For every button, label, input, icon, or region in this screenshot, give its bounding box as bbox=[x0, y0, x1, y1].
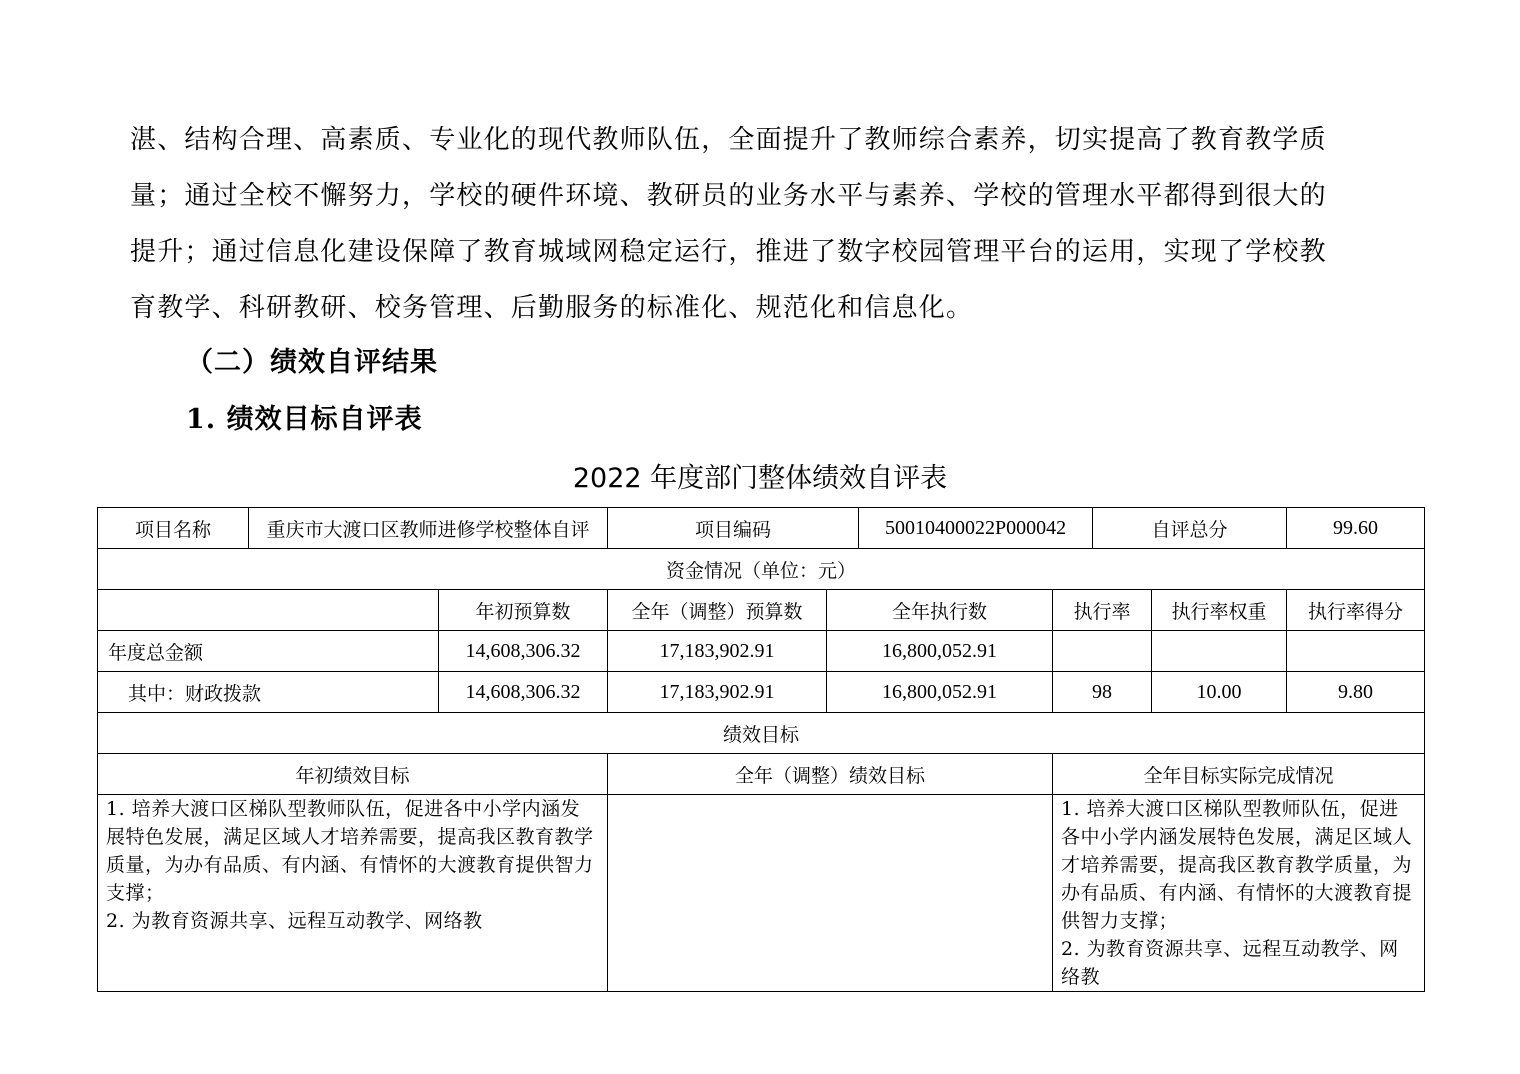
table-row bbox=[98, 713, 1425, 754]
initial-budget: 14,608,306.32 bbox=[439, 672, 608, 713]
table-title: 2022 年度部门整体绩效自评表 bbox=[572, 463, 948, 494]
row-label: 其中：财政拨款 bbox=[98, 672, 439, 713]
column-header: 执行率得分 bbox=[1287, 590, 1425, 631]
paragraph-line: 育教学、科研教研、校务管理、后勤服务的标准化、规范化和信息化。 bbox=[130, 293, 974, 323]
adjusted-goals-text bbox=[608, 795, 1053, 992]
column-header: 全年目标实际完成情况 bbox=[1053, 754, 1425, 795]
executed-amount: 16,800,052.91 bbox=[827, 631, 1053, 672]
adjusted-budget: 17,183,902.91 bbox=[608, 672, 827, 713]
table-row bbox=[98, 590, 1425, 631]
project-name-label: 项目名称 bbox=[98, 508, 249, 549]
paragraph-line: 提升；通过信息化建设保障了教育城域网稳定运行，推进了数字校园管理平台的运用，实现了学校教 bbox=[130, 237, 1327, 267]
adjusted-budget: 17,183,902.91 bbox=[608, 631, 827, 672]
score-value: 99.60 bbox=[1287, 508, 1425, 549]
rate-score: 9.80 bbox=[1287, 672, 1425, 713]
project-name: 重庆市大渡口区教师进修学校整体自评 bbox=[249, 508, 608, 549]
table-row bbox=[98, 549, 1425, 590]
initial-budget: 14,608,306.32 bbox=[439, 631, 608, 672]
project-code: 50010400022P000042 bbox=[859, 508, 1093, 549]
column-header: 执行率 bbox=[1053, 590, 1152, 631]
rate-weight: 10.00 bbox=[1152, 672, 1287, 713]
table-row bbox=[98, 508, 1425, 549]
column-header: 执行率权重 bbox=[1152, 590, 1287, 631]
body-paragraph bbox=[130, 112, 1392, 336]
funds-header: 资金情况（单位：元） bbox=[98, 549, 1425, 590]
row-label: 年度总金额 bbox=[98, 631, 439, 672]
section-heading: （二）绩效自评结果 bbox=[186, 347, 438, 378]
table-row bbox=[98, 754, 1425, 795]
table-row bbox=[98, 631, 1425, 672]
column-header: 年初绩效目标 bbox=[98, 754, 608, 795]
column-header: 全年（调整）预算数 bbox=[608, 590, 827, 631]
column-header: 年初预算数 bbox=[439, 590, 608, 631]
rate-score bbox=[1287, 631, 1425, 672]
project-code-label: 项目编码 bbox=[608, 508, 859, 549]
score-label: 自评总分 bbox=[1093, 508, 1287, 549]
initial-goals-text: 1. 培养大渡口区梯队型教师队伍，促进各中小学内涵发展特色发展，满足区域人才培养需要，提高我区教育教学质量，为办有品质、有内涵、有情怀的大渡教育提供智力支撑； 2. 为教育资源共享、远程互动教学、网络教 bbox=[98, 795, 608, 992]
column-header: 全年执行数 bbox=[827, 590, 1053, 631]
rate-weight bbox=[1152, 631, 1287, 672]
subsection-heading: 1. 绩效目标自评表 bbox=[186, 404, 423, 435]
paragraph-line: 量；通过全校不懈努力，学校的硬件环境、教研员的业务水平与素养、学校的管理水平都得到很大的 bbox=[130, 181, 1327, 211]
actual-completion-text: 1. 培养大渡口区梯队型教师队伍，促进各中小学内涵发展特色发展，满足区域人才培养需要，提高我区教育教学质量，为办有品质、有内涵、有情怀的大渡教育提供智力支撑； 2. 为教育资源共享、远程互动教学、网络教 bbox=[1053, 795, 1425, 992]
goals-header: 绩效目标 bbox=[98, 713, 1425, 754]
paragraph-line: 湛、结构合理、高素质、专业化的现代教师队伍，全面提升了教师综合素养，切实提高了教育教学质 bbox=[130, 125, 1327, 155]
table-row bbox=[98, 672, 1425, 713]
execution-rate bbox=[1053, 631, 1152, 672]
blank-cell bbox=[98, 590, 439, 631]
table-row bbox=[98, 795, 1425, 992]
column-header: 全年（调整）绩效目标 bbox=[608, 754, 1053, 795]
executed-amount: 16,800,052.91 bbox=[827, 672, 1053, 713]
execution-rate: 98 bbox=[1053, 672, 1152, 713]
performance-table bbox=[97, 507, 1425, 992]
